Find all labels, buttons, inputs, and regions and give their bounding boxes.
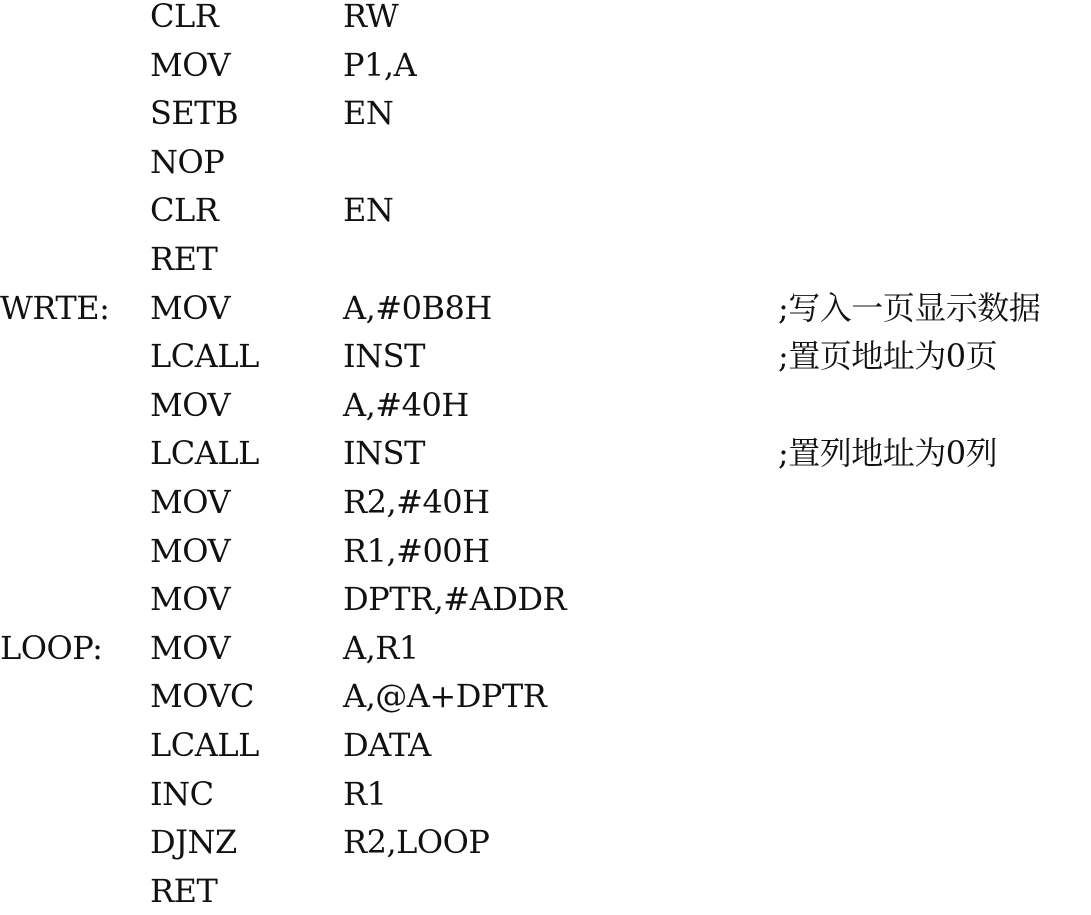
code-line: [0, 0, 1091, 41]
mnemonic: CLR: [150, 0, 219, 35]
code-line: [0, 721, 1091, 770]
operands: DATA: [343, 725, 431, 764]
operands: R2,#40H: [343, 482, 490, 521]
mnemonic: INC: [150, 774, 214, 813]
code-line: [0, 429, 1091, 478]
code-line: [0, 381, 1091, 430]
mnemonic: DJNZ: [150, 823, 237, 862]
line-label: WRTE:: [0, 288, 110, 327]
code-line: [0, 624, 1091, 673]
code-line: [0, 284, 1091, 333]
mnemonic: MOV: [150, 580, 231, 619]
mnemonic: MOV: [150, 628, 231, 667]
mnemonic: MOV: [150, 531, 231, 570]
mnemonic: MOV: [150, 385, 231, 424]
mnemonic: MOV: [150, 482, 231, 521]
mnemonic: MOV: [150, 288, 231, 327]
code-line: [0, 478, 1091, 527]
mnemonic: RET: [150, 871, 218, 910]
mnemonic: RET: [150, 239, 218, 278]
mnemonic: MOVC: [150, 677, 255, 716]
line-comment: ;置列地址为0列: [778, 434, 998, 473]
mnemonic: LCALL: [150, 725, 259, 764]
operands: R1,#00H: [343, 531, 490, 570]
code-line: [0, 527, 1091, 576]
operands: P1,A: [343, 45, 417, 84]
code-line: [0, 332, 1091, 381]
code-line: [0, 672, 1091, 721]
operands: R1: [343, 774, 387, 813]
code-line: [0, 138, 1091, 187]
operands: EN: [343, 94, 394, 133]
operands: R2,LOOP: [343, 823, 490, 862]
operands: INST: [343, 337, 425, 376]
line-label: LOOP:: [0, 628, 103, 667]
operands: A,#0B8H: [343, 288, 492, 327]
operands: EN: [343, 191, 394, 230]
code-line: [0, 575, 1091, 624]
operands: RW: [343, 0, 399, 35]
mnemonic: LCALL: [150, 337, 259, 376]
mnemonic: SETB: [150, 94, 239, 133]
operands: INST: [343, 434, 425, 473]
code-line: [0, 186, 1091, 235]
code-line: [0, 235, 1091, 284]
mnemonic: MOV: [150, 45, 231, 84]
operands: DPTR,#ADDR: [343, 580, 567, 619]
code-line: [0, 89, 1091, 138]
code-line: [0, 867, 1091, 915]
mnemonic: CLR: [150, 191, 219, 230]
line-comment: ;置页地址为0页: [778, 337, 998, 376]
mnemonic: LCALL: [150, 434, 259, 473]
operands: A,#40H: [343, 385, 469, 424]
operands: A,R1: [343, 628, 419, 667]
code-line: [0, 770, 1091, 819]
mnemonic: NOP: [150, 142, 225, 181]
operands: A,@A+DPTR: [343, 677, 547, 716]
line-comment: ;写入一页显示数据: [778, 288, 1041, 327]
code-line: [0, 818, 1091, 867]
code-line: [0, 41, 1091, 90]
